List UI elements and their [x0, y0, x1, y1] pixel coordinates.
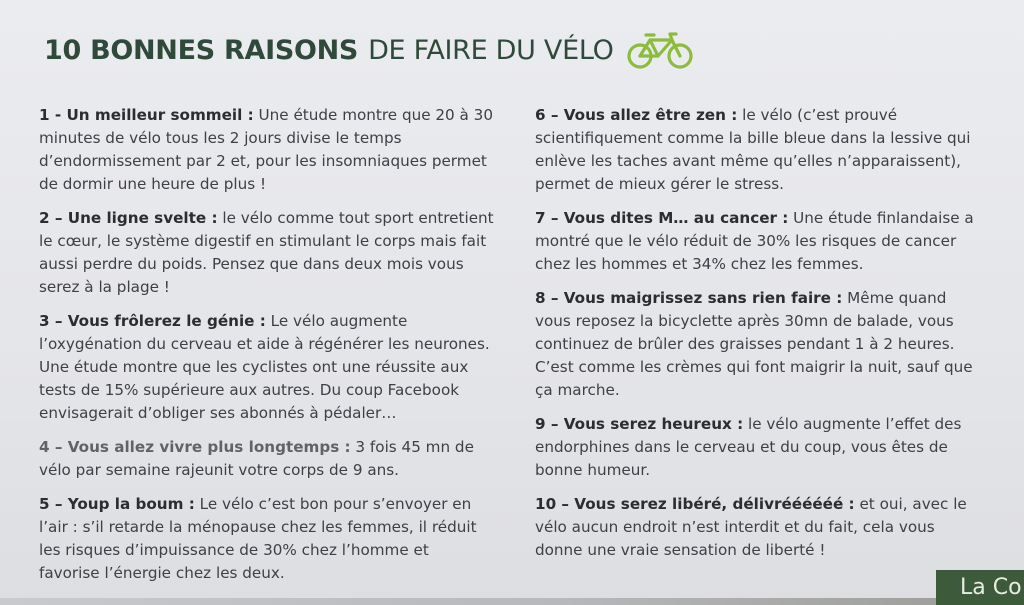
reason-text: Le vélo c’est bon pour s’envoyer en l’air : s’il retarde la ménopause chez les femmes, il réduit les risques d’impuissance de 30% chez l’homme et favorise l’énergie chez les deux. [39, 495, 477, 582]
reason-title: 10 – Vous serez libéré, délivréééééé : [535, 495, 855, 513]
reason-item-6 [535, 104, 985, 196]
reason-title: 6 – Vous allez être zen : [535, 106, 738, 124]
reasons-left-column [39, 104, 494, 596]
reason-item-4 [39, 436, 494, 482]
reason-text: Le vélo augmente l’oxygénation du cerveau et aide à régénérer les neurones. Une étude montre que les cyclistes ont une réussite aux tests de 15% supérieure aux autres. Du coup Facebook envisagerait d’obliger ses abonnés à pédaler… [39, 312, 490, 422]
reason-text: le vélo comme tout sport entretient le cœur, le système digestif en stimulant le corps mais fait aussi perdre du poids. Pensez que dans deux mois vous serez à la plage ! [39, 209, 494, 296]
reason-title: 8 – Vous maigrissez sans rien faire : [535, 289, 843, 307]
title-bold: 10 BONNES RAISONS [44, 34, 359, 66]
reason-text: 3 fois 45 mn de vélo par semaine rajeunit votre corps de 9 ans. [39, 438, 474, 479]
reason-title: 2 – Une ligne svelte : [39, 209, 218, 227]
reason-item-3 [39, 310, 494, 425]
bicycle-icon [626, 30, 694, 70]
reason-title: 5 – Youp la boum : [39, 495, 195, 513]
reason-item-5 [39, 493, 494, 585]
reason-title: 1 - Un meilleur sommeil : [39, 106, 254, 124]
reason-title: 9 – Vous serez heureux : [535, 415, 744, 433]
reason-item-7 [535, 207, 985, 276]
reason-item-9 [535, 413, 985, 482]
title-light: DE FAIRE DU VÉLO [368, 34, 614, 66]
reason-text: Même quand vous reposez la bicyclette après 30mn de balade, vous continuez de brûler des graisses pendant 1 à 2 heures. C’est comme les crèmes qui font maigrir la nuit, sauf que ça marche. [535, 289, 973, 399]
reason-text: et oui, avec le vélo aucun endroit n’est interdit et du fait, cela vous donne une vraie sensation de liberté ! [535, 495, 967, 559]
reason-text: le vélo augmente l’effet des endorphines dans le cerveau et du coup, vous êtes de bonne humeur. [535, 415, 962, 479]
reason-text: le vélo (c’est prouvé scientifiquement comme la bille bleue dans la lessive qui enlève les taches avant même qu’elles n’apparaissent), permet de mieux gérer le stress. [535, 106, 971, 193]
reason-title: 7 – Vous dites M… au cancer : [535, 209, 789, 227]
reason-item-8 [535, 287, 985, 402]
reasons-right-column [535, 104, 985, 573]
reason-text: Une étude montre que 20 à 30 minutes de vélo tous les 2 jours divise le temps d’endormissement par 2 et, pour les insomniaques permet de dormir une heure de plus ! [39, 106, 493, 193]
reason-item-2 [39, 207, 494, 299]
reason-item-1 [39, 104, 494, 196]
reason-title: 4 – Vous allez vivre plus longtemps : [39, 438, 351, 456]
reason-title: 3 – Vous frôlerez le génie : [39, 312, 266, 330]
corner-label: La Co [936, 570, 1024, 605]
page-title [44, 30, 694, 70]
ground-strip [0, 598, 936, 605]
reason-item-10 [535, 493, 985, 562]
reason-text: Une étude finlandaise a montré que le vélo réduit de 30% les risques de cancer chez les hommes et 34% chez les femmes. [535, 209, 974, 273]
